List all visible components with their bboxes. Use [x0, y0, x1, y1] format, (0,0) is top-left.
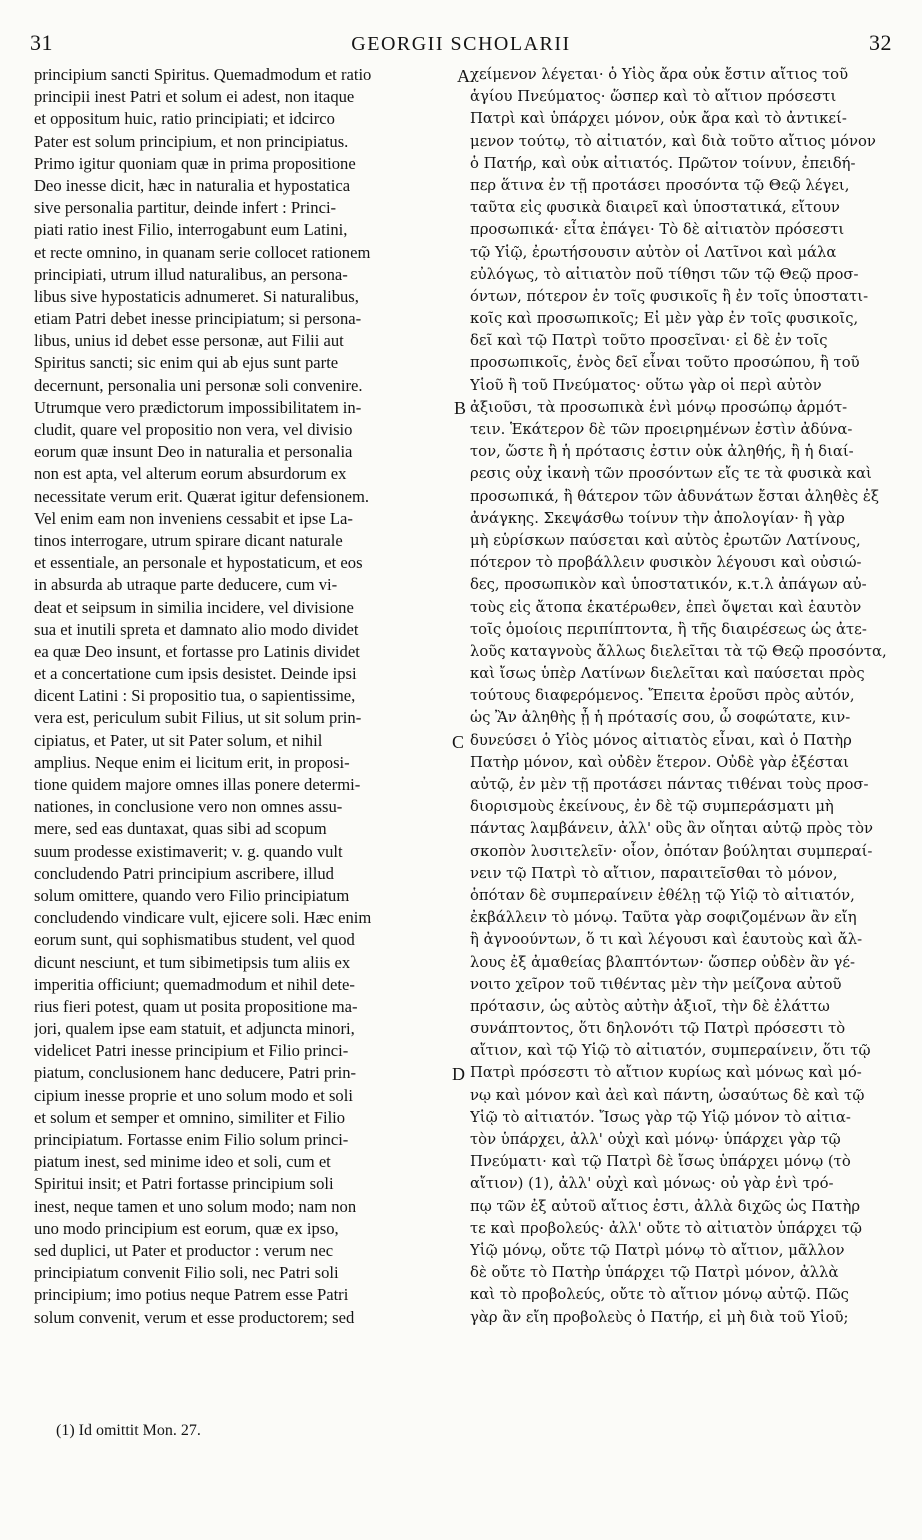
text-line: eorum sunt, qui sophismatibus student, vel quod [34, 930, 355, 950]
text-line: αἴτιον, καὶ τῷ Υἱῷ τὸ αἰτιατόν, συμπεραίνειν, ὅτι τῷ [470, 1042, 871, 1060]
text-line: principii inest Patri et solum ei adest, non itaque [34, 87, 355, 107]
text-line: ὁπόταν δὲ συμπεραίνειν ἐθέλῃ τῷ Υἱῷ τὸ αἰτιατόν, [470, 886, 855, 904]
text-line: principiatum. Fortasse enim Filio solum princi- [34, 1130, 349, 1149]
text-line: Πατρὶ καὶ ὑπάρχει μόνον, οὐκ ἄρα καὶ τὸ ἀντικεί- [470, 110, 847, 128]
text-line: nationes, in conclusione vero non omnes assu- [34, 797, 343, 817]
text-line: Πατρὶ πρόσεστι τὸ αἴτιον κυρίως καὶ μόνως καὶ μό- [470, 1064, 862, 1082]
text-line: νῳ καὶ μόνον καὶ ἀεὶ καὶ πάντη, ὡσαύτως δὲ καὶ τῷ [470, 1086, 865, 1104]
text-line: ἀξιοῦσι, τὰ προσωπικὰ ἑνὶ μόνῳ προσώπῳ ἁρμότ- [470, 398, 848, 416]
text-line: ἁγίου Πνεύματος· ὥσπερ καὶ τὸ αἴτιον πρόσεστι [470, 88, 837, 106]
running-header [30, 30, 892, 64]
text-line: χείμενον λέγεται· ὁ Υἱὸς ἄρα οὐκ ἔστιν αἴτιος τοῦ [470, 66, 849, 83]
text-line: dicunt nesciunt, et tum sibimetipsis tum aliis ex [34, 952, 351, 972]
text-line: γὰρ ἂν εἴη προβολεὺς ὁ Πατήρ, εἰ μὴ διὰ τοῦ Υἱοῦ; [470, 1308, 849, 1326]
text-line: rius fieri potest, quam ut posita propositione ma- [34, 996, 358, 1016]
footnote: (1) Id omittit Mon. 27. [56, 1422, 201, 1439]
text-line: καὶ τὸ προβολεύς, οὔτε τὸ αἴτιον μόνῳ αὐτῷ. Πῶς [470, 1286, 849, 1304]
text-line: cipiatus, et Pater, ut sit Pater solum, et nihil [34, 730, 323, 750]
text-line: μενον τούτῳ, τὸ αἰτιατόν, καὶ διὰ τοῦτο αἴτιος μόνον [470, 132, 876, 150]
text-line: Spiritus sancti; sic enim qui ab ejus sunt parte [34, 353, 339, 373]
text-line: cludit, quare vel propositio non vera, vel divisio [34, 420, 353, 439]
text-line: δεῖ καὶ τῷ Πατρὶ τοῦτο προσεῖναι· εἰ δὲ ἐν τοῖς [470, 332, 828, 350]
text-line: τε καὶ προβολεύς· ἀλλ' οὔτε τὸ αἰτιατὸν ὑπάρχει τῷ [470, 1219, 862, 1237]
text-line: τούτους διαφερόμενος. Ἔπειτα ἐροῦσι πρὸς αὐτόν, [470, 687, 855, 705]
text-line: ὁ Πατήρ, καὶ οὐκ αἰτιατός. Πρῶτον τοίνυν, ἐπειδή- [470, 154, 856, 172]
text-line: principiati, utrum illud naturalibus, an persona- [34, 264, 348, 284]
text-line: πότερον τὸ προβάλλειν φυσικὸν λέγουσι καὶ οὐσιώ- [470, 554, 862, 572]
text-line: ἢ ἀγνοούντων, ὅ τι καὶ λέγουσι καὶ ἑαυτοὺς καὶ ἄλ- [470, 931, 863, 949]
text-line: μὴ εὑρίσκων παύσεται καὶ αὐτὸς ἐρωτῶν Λατίνους, [470, 531, 861, 549]
text-line: ρεσις οὐχ ἱκανὴ τῶν προσόντων εἴς τε τὰ φυσικὰ καὶ [470, 465, 872, 483]
text-line: concludendo vindicare vult, ejicere soli. Hæc enim [34, 908, 372, 928]
text-line: non est apta, vel alterum eorum absurdorum ex [34, 464, 347, 484]
text-line: etiam Patri debet inesse principiatum; si persona- [34, 309, 362, 329]
text-line: ὡς Ἂν ἀληθὴς ᾖ ἡ πρότασίς σου, ὦ σοφώτατε, κιν- [470, 709, 851, 727]
text-line: συνάπτοντος, ὅτι δηλονότι τῷ Πατρὶ πρόσεστι τὸ [470, 1020, 846, 1038]
text-line: eorum quæ insunt Deo in naturalia et personalia [34, 442, 353, 462]
text-line: καὶ ἴσως ὑπὲρ Λατίνων διελεῖται καὶ παύσεται πρὸς [470, 665, 865, 683]
text-line: tinos interrogare, utrum spirare dicant naturale [34, 530, 343, 550]
text-line: Primo igitur quoniam quæ in prima propositione [34, 153, 356, 173]
text-line: Υἱῷ τὸ αἰτιατόν. Ἴσως γὰρ τῷ Υἱῷ μόνον τὸ αἰτια- [470, 1108, 851, 1126]
text-line: et recte omnino, in quanam serie collocet rationem [34, 242, 371, 262]
text-line: principium sancti Spiritus. Quemadmodum et ratio [34, 65, 372, 84]
text-line: δες, προσωπικὸν καὶ ὑποστατικόν, κ.τ.λ ἀπάγων αὐ- [470, 576, 867, 594]
text-line: τειν. Ἑκάτερον δὲ τῶν προειρημένων ἐστὶν ἀδύνα- [470, 421, 853, 438]
text-line: tione quidem majore omnes illas ponere determi- [34, 775, 361, 794]
text-line: Deo inesse dicit, hæc in naturalia et hypostatica [34, 175, 351, 195]
text-line: περ ἅτινα ἐν τῇ προτάσει προσόντα τῷ Θεῷ λέγει, [470, 176, 850, 194]
text-line: et a concertatione cum ipsis desistet. Deinde ipsi [34, 664, 357, 684]
text-line: εὐλόγως, τὸ αἰτιατὸν ποῦ τίθησι τῶν τῷ Θεῷ προσ- [470, 265, 859, 283]
text-line: αὐτῷ, ἐν μὲν τῇ προτάσει πάντας τιθέναι τοὺς προσ- [470, 776, 869, 793]
text-line: piatum, conclusionem hanc deducere, Patri prin- [34, 1063, 357, 1083]
text-line: σκοπὸν λυσιτελεῖν· οἷον, ὁπόταν βούληται συμπεραί- [470, 842, 873, 860]
text-line: κοῖς καὶ προσωπικοῖς; Εἰ μὲν γὰρ ἐν τοῖς φυσικοῖς, [470, 310, 859, 328]
text-line: Υἱῷ μόνῳ, οὔτε τῷ Πατρὶ μόνῳ τὸ αἴτιον, μᾶλλον [470, 1241, 845, 1259]
text-line: Vel enim eam non inveniens cessabit et ipse La- [34, 508, 353, 528]
text-line: videlicet Patri inesse principium et Filio princi- [34, 1041, 349, 1061]
text-line: piati ratio inest Filio, interrogabunt eum Latini, [34, 220, 348, 240]
text-line: πῳ τῶν ἐξ αὐτοῦ αἴτιος ἐστι, ἀλλὰ διχῶς ὡς Πατὴρ [470, 1197, 861, 1215]
text-line: Spiritui insit; et Patri fortasse principium soli [34, 1174, 334, 1194]
text-line: et essentiale, an personale et hypostaticum, et eos [34, 553, 363, 573]
text-line: αἴτιον) (1), ἀλλ' οὐχὶ καὶ μόνως· οὐ γὰρ ἑνὶ τρό- [470, 1175, 834, 1193]
section-marker-c: C [452, 732, 465, 752]
text-line: necessitate verum erit. Quærat igitur defensionem. [34, 486, 369, 506]
text-line: Πνεύματι· καὶ τῷ Πατρὶ δὲ ἴσως ὑπάρχει μόνῳ (τὸ [470, 1153, 851, 1171]
text-line: cipium inesse proprie et uno solum modo et soli [34, 1085, 353, 1105]
text-line: Pater est solum principium, et non principiatus. [34, 131, 349, 151]
page-number-left: 31 [30, 30, 53, 55]
text-line: όντων, πότερον ἐν τοῖς φυσικοῖς ἢ ἐν τοῖς ὑποστατι- [470, 287, 869, 305]
text-line: solum convenit, verum et esse productorem; sed [34, 1307, 355, 1327]
text-line: vera est, periculum subit Filius, ut sit solum prin- [34, 708, 362, 728]
text-line: ea quæ Deo insunt, et fortasse pro Latinis dividet [34, 641, 360, 661]
text-line: dicent Latini : Si propositio tua, o sapientissime, [34, 686, 356, 706]
text-line: sive personalia partitur, deinde infert : Princi- [34, 198, 337, 218]
text-line: libus sive hypostaticis adnumeret. Si naturalibus, [34, 286, 359, 306]
text-line: concludendo Patri principium ascribere, illud [34, 863, 334, 883]
text-line: τῷ Υἱῷ, ἐρωτήσουσιν αὐτὸν οἱ Λατῖνοι καὶ μάλα [470, 243, 837, 261]
text-line: sua et inutili spreta et damnato alio modo dividet [34, 619, 359, 639]
text-line: inest, neque tamen et uno solum modo; nam non [34, 1196, 357, 1216]
text-line: τὸν ὑπάρχει, ἀλλ' οὐχὶ καὶ μόνῳ· ὑπάρχει γὰρ τῷ [470, 1131, 841, 1148]
text-line: suum prodesse existimaverit; v. g. quando vult [34, 841, 343, 861]
text-line: jori, qualem ipse eam statuit, et adjuncta minori, [34, 1019, 355, 1039]
section-marker-a: A [457, 66, 470, 86]
text-line: προσωπικοῖς, ἑνὸς δεῖ εἶναι τοῦτο προσώπου, ἢ τοῦ [470, 354, 860, 372]
text-line: decernunt, personalia uni personæ soli convenire. [34, 375, 363, 395]
text-line: imperitia officiunt; quemadmodum et nihil dete- [34, 974, 355, 994]
text-line: mere, sed eas duntaxat, quas sibi ad scopum [34, 819, 327, 839]
text-line: Υἱοῦ ἢ τοῦ Πνεύματος· οὕτω γὰρ οἱ περὶ αὐτὸν [470, 376, 822, 394]
greek-column [470, 64, 896, 1329]
text-line: principiatum convenit Filio soli, nec Patri soli [34, 1263, 339, 1283]
text-line: in absurda ab utraque parte deducere, cum vi- [34, 575, 338, 595]
text-line: libus, unius id debet esse personæ, aut Filii aut [34, 331, 344, 351]
text-line: et solum et semper et omnino, similiter et Filio [34, 1107, 346, 1127]
text-line: solum omittere, quando vero Filio principiatum [34, 885, 350, 905]
text-line: τον, ὥστε ἢ ἡ πρότασις ἐστιν οὐκ ἀληθής, ἢ ἡ διαί- [470, 443, 854, 461]
text-line: πρότασιν, ὡς αὐτὸς αὐτὴν ἀξιοῖ, τὴν δὲ ἐλάττω [470, 997, 830, 1015]
section-marker-b: B [454, 398, 467, 418]
text-line: νειν τῷ Πατρὶ τὸ αἴτιον, παραιτεῖσθαι τὸ μόνον, [470, 864, 838, 882]
text-line: νοιτο χεῖρον τοῦ τιθέντας μὲν τὴν μείζονα αὐτοῦ [470, 975, 842, 993]
text-line: προσωπικά, ἢ θάτερον τῶν ἀδυνάτων ἔσται ἀληθὲς ἐξ [470, 487, 879, 505]
page-number-right: 32 [868, 30, 892, 55]
text-line: προσωπικά· εἶτα ἐπάγει· Τὸ δὲ αἰτιατὸν πρόσεστι [470, 221, 845, 239]
text-line: et oppositum huic, ratio principiati; et idcirco [34, 109, 335, 129]
text-line: ἀνάγκης. Σκεψάσθω τοίνυν τὴν ἀπολογίαν· ἢ γὰρ [470, 509, 845, 527]
text-line: ταῦτα εἰς φυσικὰ διαιρεῖ καὶ ὑποστατικά, εἴτουν [470, 199, 840, 217]
running-title: GEORGII SCHOLARII [351, 33, 571, 55]
text-line: deat et seipsum in similia incidere, vel divisione [34, 597, 354, 617]
text-line: Utrumque vero prædictorum impossibilitatem in- [34, 397, 362, 417]
text-line: amplius. Neque enim ei licitum erit, in proposi- [34, 752, 350, 772]
text-line: uno modo principium est eorum, quæ ex ipso, [34, 1218, 339, 1238]
text-line: τοὺς εἰς ἄτοπα ἑκατέρωθεν, ἐπεὶ ὄψεται καὶ ἑαυτὸν [470, 598, 862, 616]
text-line: δὲ οὔτε τὸ Πατὴρ ὑπάρχει τῷ Πατρὶ μόνον, ἀλλὰ [470, 1264, 839, 1282]
text-line: principium; imo potius neque Patrem esse Patri [34, 1285, 349, 1305]
latin-column [34, 64, 456, 1329]
section-marker-d: D [452, 1064, 465, 1084]
text-line: πάντας λαμβάνειν, ἀλλ' οὓς ἂν οἴηται αὐτῷ πρὸς τὸν [470, 820, 873, 838]
text-line: δυνεύσει ὁ Υἱὸς μόνος αἰτιατὸς εἶναι, καὶ ὁ Πατὴρ [470, 731, 852, 749]
text-line: διορισμοὺς ἐκείνους, ἐν δὲ τῷ συμπεράσματι μὴ [470, 798, 834, 816]
text-line: ἐκβάλλειν τὸ μόνῳ. Ταῦτα γὰρ σοφιζομένων ἂν εἴη [470, 909, 857, 927]
text-line: Πατὴρ μόνον, καὶ οὐδὲν ἕτερον. Οὐδὲ γὰρ ἐξέσται [470, 753, 849, 771]
text-line: sed duplici, ut Pater et productor : verum nec [34, 1240, 334, 1260]
text-line: piatum inest, sed minime ideo et soli, cum et [34, 1152, 331, 1172]
text-line: λοῦς καταγνοὺς ἄλλως διελεῖται τὰ τῷ Θεῷ προσόντα, [470, 642, 887, 660]
text-line: λους ἐξ ἀμαθείας βλαπτόντων· ὥσπερ οὐδὲν ἂν γέ- [470, 953, 856, 971]
text-line: τοῖς ὁμοίοις περιπίπτοντα, ἢ τῆς διαιρέσεως ὡς ἀτε- [470, 620, 867, 638]
